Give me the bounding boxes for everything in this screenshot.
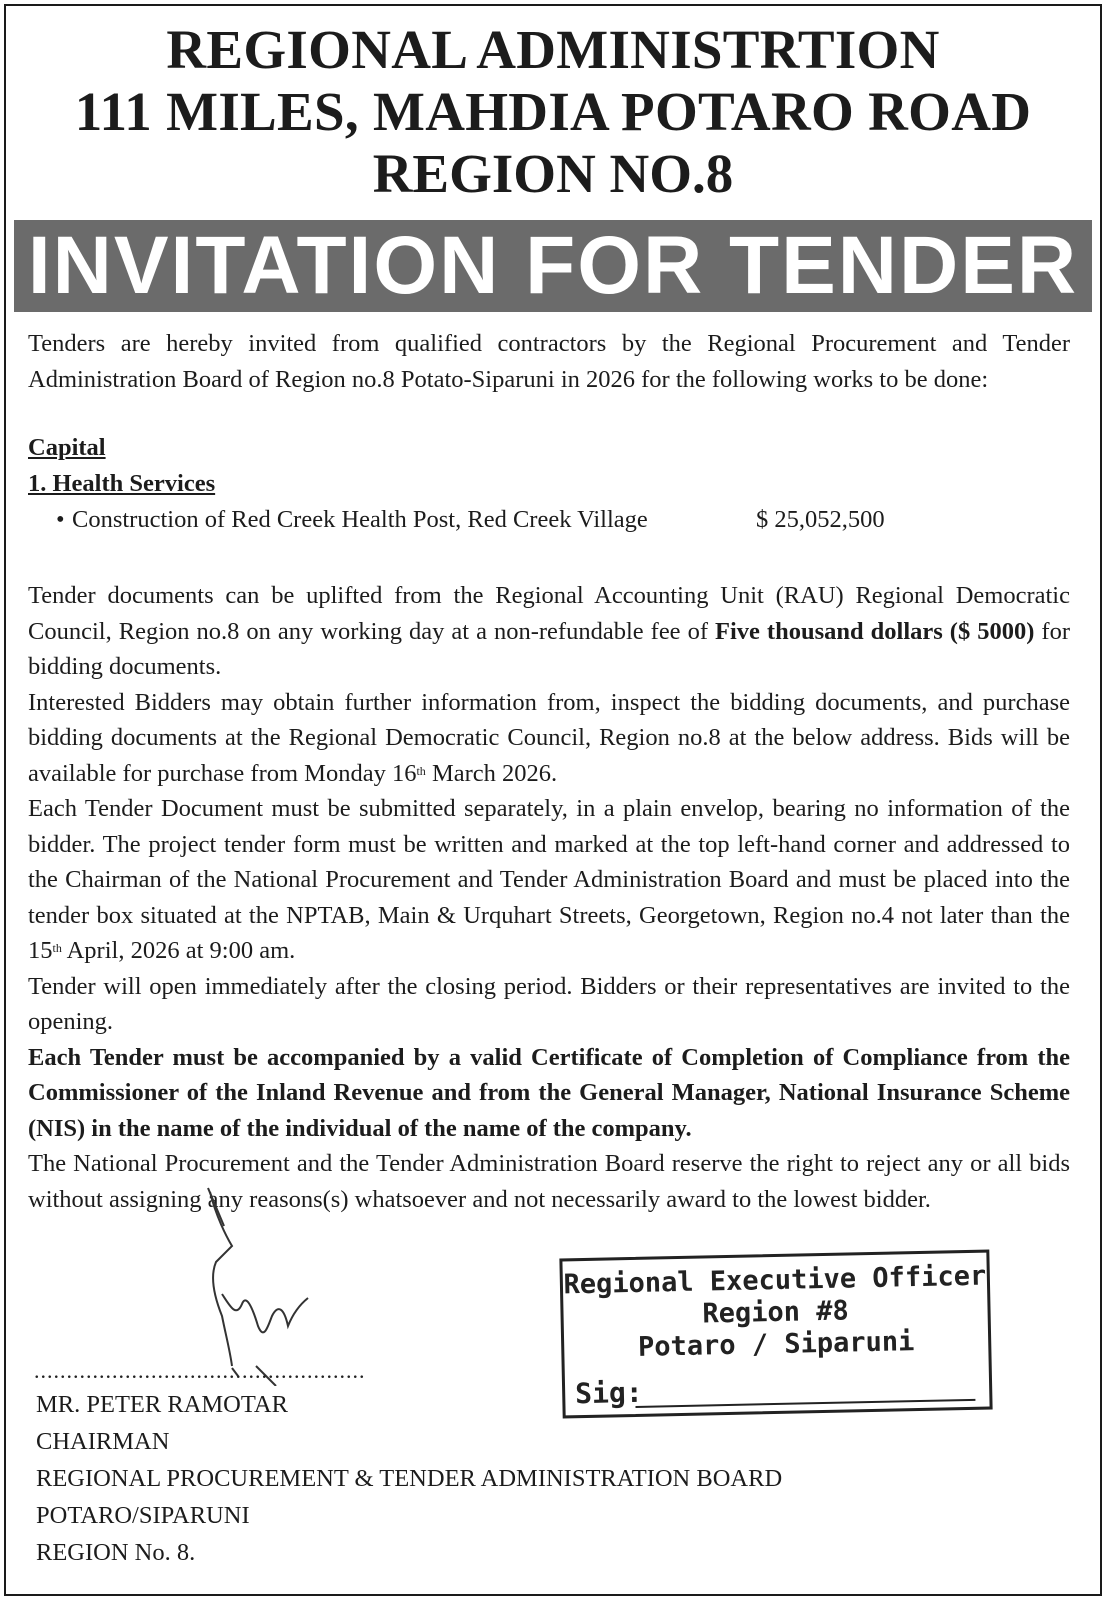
health-services-heading: 1. Health Services xyxy=(28,470,216,497)
p2-end: March 2026. xyxy=(425,759,558,787)
signatory-board: REGIONAL PROCUREMENT & TENDER ADMINISTRATION BOARD xyxy=(36,1465,783,1492)
stamp-line-1: Regional Executive Officer xyxy=(563,1260,987,1301)
stamp-line-2: Region #8 xyxy=(702,1295,850,1330)
paragraph-compliance: Each Tender must be accompanied by a valid Certificate of Completion of Compliance from the Commissioner of the Inland Revenue and from the General Manager, National Insurance Scheme (NIS) in the name of the individual of the name of the company. xyxy=(28,1043,1070,1142)
header-line-1: REGIONAL ADMINISTRTION xyxy=(166,19,940,80)
signatory-name: MR. PETER RAMOTAR xyxy=(36,1391,288,1418)
p3-end: April, 2026 at 9:00 am. xyxy=(61,937,296,964)
bullet: • xyxy=(56,506,65,533)
header-line-2: 111 MILES, MAHDIA POTARO ROAD xyxy=(74,81,1032,142)
p2-sup: th xyxy=(416,763,426,778)
signatory-area: POTARO/SIPARUNI xyxy=(36,1502,250,1529)
capital-heading: Capital xyxy=(28,434,106,461)
p1-text: Tender documents can be uplifted from the Regional Accounting Unit (RAU) Regional Democratic Council, Region no.8 on any working day at a non-refundable fee of xyxy=(28,582,1070,645)
official-stamp xyxy=(559,1250,992,1419)
p1-fee: Five thousand dollars ($ 5000) xyxy=(715,617,1035,645)
p3-text: Each Tender Document must be submitted separately, in a plain envelop, bearing no information of the bidder. The project tender form must be written and marked at the top left-hand corner and addressed to the Chairman of the National Procurement and Tender Administration Board and must be placed into the tender box situated at the NPTAB, Main & Urquhart Streets, Georgetown, Region no.4 not later than the 15 xyxy=(28,795,1070,964)
stamp-sig-line xyxy=(635,1399,975,1408)
p2-text: Interested Bidders may obtain further information from, inspect the bidding documents, and purchase bidding documents at the Regional Democratic Council, Region no.8 at the below address. Bids will be available for purchase from Monday 16 xyxy=(28,688,1070,787)
main-body xyxy=(28,578,1070,1217)
paragraph-opening: Tender will open immediately after the closing period. Bidders or their representatives are invited to the opening. xyxy=(28,972,1070,1035)
paragraph-rights: The National Procurement and the Tender Administration Board reserve the right to reject any or all bids without assigning any reasons(s) whatsoever and not necessarily award to the lowest bidder. xyxy=(28,1150,1070,1213)
signatory-region: REGION No. 8. xyxy=(36,1539,196,1566)
signatory-title: CHAIRMAN xyxy=(36,1428,170,1455)
item-description: Construction of Red Creek Health Post, Red Creek Village xyxy=(72,506,648,533)
paragraph-documents xyxy=(28,578,1070,685)
handwritten-signature xyxy=(196,1176,336,1386)
tender-notice xyxy=(4,4,1102,1596)
paragraph-submission xyxy=(28,791,1070,969)
signature-dots: ................................................... xyxy=(34,1358,366,1383)
stamp-sig-label: Sig: xyxy=(574,1375,643,1411)
title-banner: INVITATION FOR TENDER xyxy=(14,220,1092,312)
tender-item xyxy=(56,506,956,534)
p1-end: for bidding documents. xyxy=(28,617,1070,680)
intro-paragraph xyxy=(28,326,1070,397)
stamp-line-3: Potaro / Siparuni xyxy=(637,1326,915,1363)
p3-sup: th xyxy=(52,941,62,955)
item-amount: $ 25,052,500 xyxy=(756,506,885,533)
paragraph-bidders xyxy=(28,685,1070,792)
intro-text: Tenders are hereby invited from qualified contractors by the Regional Procurement and Tender Administration Board of Region no.8 Potato-Siparuni in 2026 for the following works to be done: xyxy=(28,330,1070,393)
header-line-3: REGION NO.8 xyxy=(372,143,734,204)
